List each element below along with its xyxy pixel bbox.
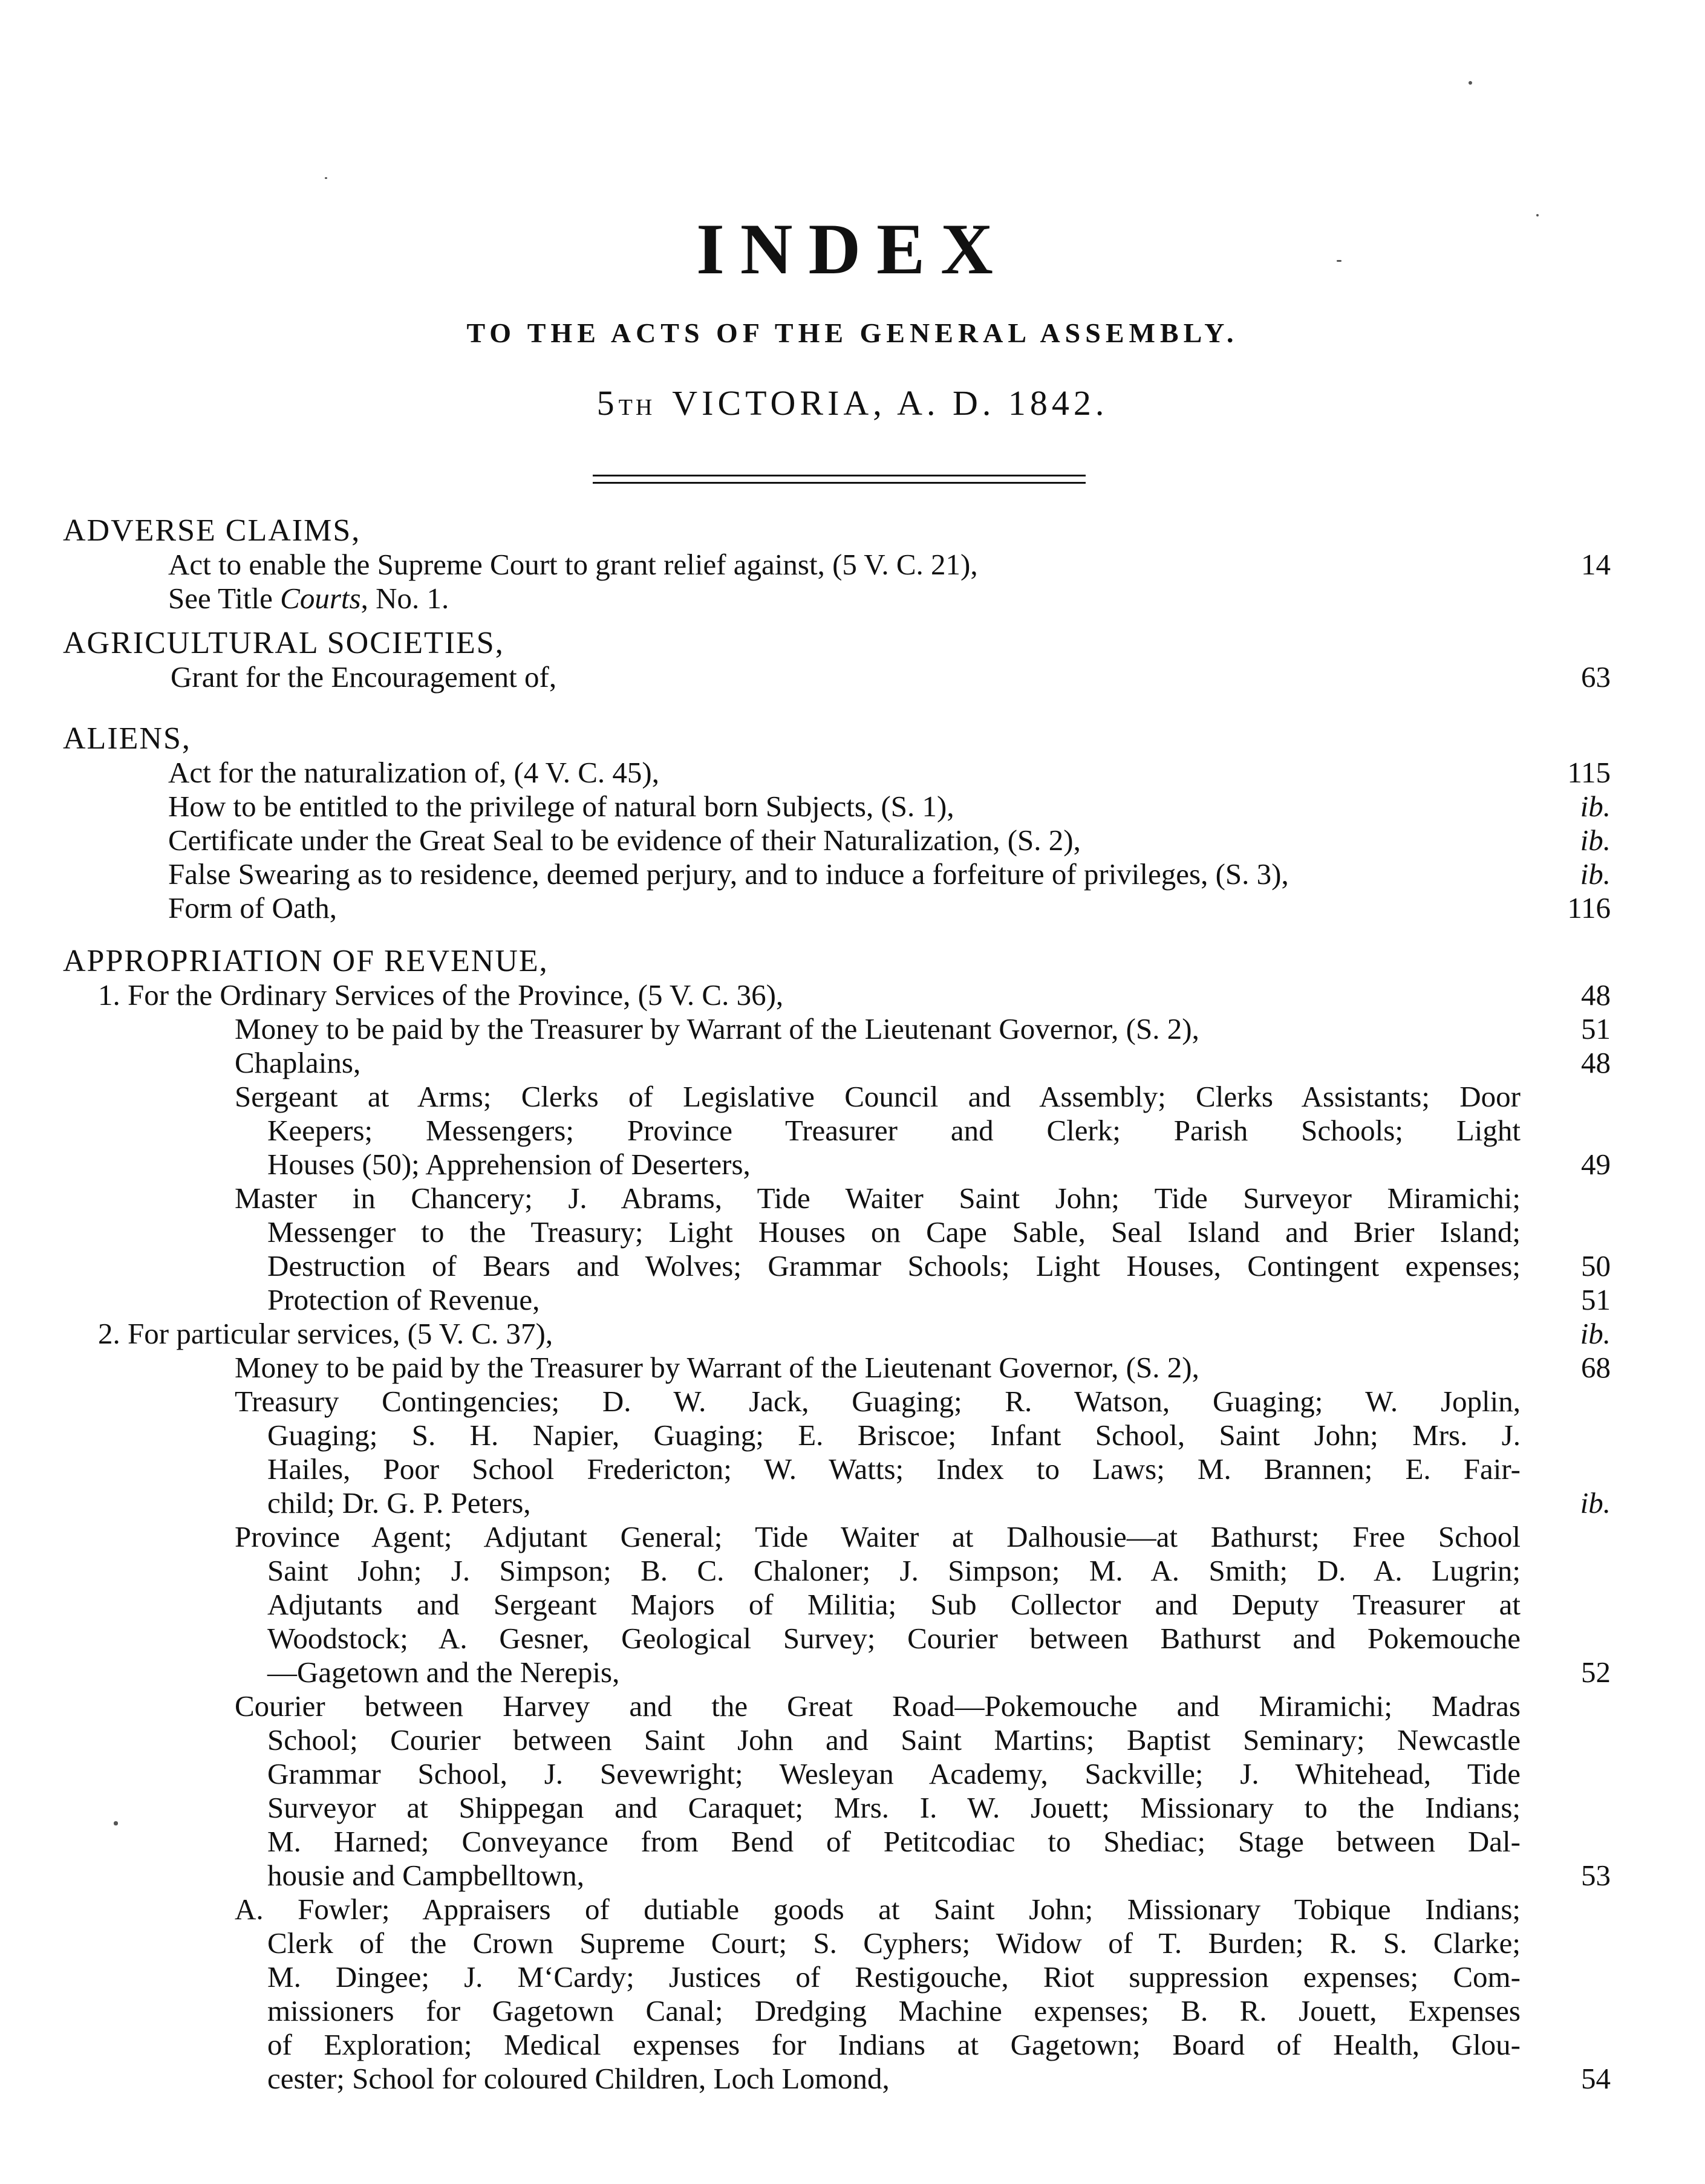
index-entry-text: Treasury Contingencies; D. W. Jack, Guaging; R. Watson, Guaging; W. Joplin, [235, 1385, 1521, 1418]
page-subtitle: TO THE ACTS OF THE GENERAL ASSEMBLY. [466, 317, 1239, 348]
scan-speck [1337, 260, 1342, 262]
index-entry-text: Clerk of the Crown Supreme Court; S. Cyphers; Widow of T. Burden; R. S. Clarke; [267, 1926, 1521, 1960]
index-entry-text: Money to be paid by the Treasurer by Warrant of the Lieutenant Governor, (S. 2), [235, 1012, 1199, 1045]
index-subsection: 2. For particular services, (5 V. C. 37), [98, 1317, 553, 1350]
index-heading: APPROPRIATION OF REVENUE, [63, 944, 549, 978]
page-reference: ib. [1580, 1486, 1611, 1519]
page-reference: 50 [1581, 1249, 1611, 1282]
page-reference: 14 [1581, 548, 1611, 581]
index-entry-text: Act to enable the Supreme Court to grant relief against, (5 V. C. 21), [168, 548, 978, 581]
scan-speck [325, 177, 327, 179]
page-reference: 115 [1567, 756, 1611, 789]
index-entry-text: M. Harned; Conveyance from Bend of Petitcodiac to Shediac; Stage between Dal- [267, 1825, 1521, 1858]
page-reference: 54 [1581, 2062, 1611, 2095]
index-entry-text: Adjutants and Sergeant Majors of Militia; Sub Collector and Deputy Treasurer at [267, 1588, 1521, 1621]
page-reference: 48 [1581, 978, 1611, 1012]
index-entry-text: —Gagetown and the Nerepis, [267, 1656, 620, 1689]
index-entry-text: Hailes, Poor School Fredericton; W. Watts; Index to Laws; M. Brannen; E. Fair- [267, 1452, 1521, 1486]
index-entry-text: Master in Chancery; J. Abrams, Tide Waiter Saint John; Tide Surveyor Miramichi; [235, 1181, 1521, 1215]
page-reference: ib. [1580, 857, 1611, 891]
index-entry-text: Grant for the Encouragement of, [171, 660, 557, 694]
reign-ordinal: TH [618, 395, 656, 420]
page-reference: 63 [1581, 660, 1611, 694]
page-title: INDEX [696, 209, 1009, 289]
reign-number: 5 [596, 383, 619, 423]
page-reference: 49 [1581, 1148, 1611, 1181]
scan-speck [1469, 81, 1472, 85]
page-reference: 51 [1581, 1012, 1611, 1045]
index-entry-text: See Title Courts, No. 1. [168, 582, 449, 615]
index-entry-text: Act for the naturalization of, (4 V. C. 45), [168, 756, 659, 789]
index-entry-text: Chaplains, [235, 1046, 361, 1079]
index-entry-text: How to be entitled to the privilege of natural born Subjects, (S. 1), [168, 790, 954, 823]
page-reference: ib. [1580, 790, 1611, 823]
index-entry-text: Houses (50); Apprehension of Deserters, [267, 1148, 751, 1181]
index-entry-text: cester; School for coloured Children, Loch Lomond, [267, 2062, 890, 2095]
index-entry-text: School; Courier between Saint John and Saint Martins; Baptist Seminary; Newcastle [267, 1723, 1521, 1757]
scan-speck [1536, 214, 1539, 216]
index-entry-text: Surveyor at Shippegan and Caraquet; Mrs. I. W. Jouett; Missionary to the Indians; [267, 1791, 1521, 1824]
index-entry-text: missioners for Gagetown Canal; Dredging Machine expenses; B. R. Jouett, Expenses [267, 1994, 1521, 2027]
page-reference: 52 [1581, 1656, 1611, 1689]
index-entry-text: Protection of Revenue, [267, 1283, 540, 1316]
page-reference: 51 [1581, 1283, 1611, 1316]
index-heading: AGRICULTURAL SOCIETIES, [63, 626, 504, 660]
index-subsection: 1. For the Ordinary Services of the Province, (5 V. C. 36), [98, 978, 784, 1012]
index-entry-text: Certificate under the Great Seal to be evidence of their Naturalization, (S. 2), [168, 824, 1081, 857]
page-reference: 53 [1581, 1859, 1611, 1892]
index-entry-text: Woodstock; A. Gesner, Geological Survey; Courier between Bathurst and Pokemouche [267, 1622, 1521, 1655]
index-entry-text: Saint John; J. Simpson; B. C. Chaloner; J. Simpson; M. A. Smith; D. A. Lugrin; [267, 1554, 1521, 1587]
page-reference: 116 [1567, 891, 1611, 925]
index-entry-text: child; Dr. G. P. Peters, [267, 1486, 531, 1519]
index-entry-text: Destruction of Bears and Wolves; Grammar Schools; Light Houses, Contingent expenses; [267, 1249, 1521, 1282]
index-entry-text: housie and Campbelltown, [267, 1859, 584, 1892]
reign-line [0, 383, 1705, 423]
page-reference: ib. [1580, 824, 1611, 857]
index-entry-text: Sergeant at Arms; Clerks of Legislative Council and Assembly; Clerks Assistants; Door [235, 1080, 1521, 1113]
index-entry-text: Keepers; Messengers; Province Treasurer and Clerk; Parish Schools; Light [267, 1114, 1521, 1147]
index-entry-text: A. Fowler; Appraisers of dutiable goods at Saint John; Missionary Tobique Indians; [235, 1893, 1521, 1926]
index-entry-text: of Exploration; Medical expenses for Indians at Gagetown; Board of Health, Glou- [267, 2028, 1521, 2061]
index-entry-text: Form of Oath, [168, 891, 337, 925]
index-entry-text: Province Agent; Adjutant General; Tide Waiter at Dalhousie—at Bathurst; Free School [235, 1520, 1521, 1553]
page-reference: 48 [1581, 1046, 1611, 1079]
scan-speck [114, 1821, 118, 1825]
index-entry-text: Grammar School, J. Sevewright; Wesleyan Academy, Sackville; J. Whitehead, Tide [267, 1757, 1521, 1790]
index-entry-text: Guaging; S. H. Napier, Guaging; E. Briscoe; Infant School, Saint John; Mrs. J. [267, 1419, 1521, 1452]
double-rule-divider [593, 475, 1086, 484]
reign-date: VICTORIA, A. D. 1842. [672, 383, 1109, 423]
index-entry-text: Messenger to the Treasury; Light Houses on Cape Sable, Seal Island and Brier Island; [267, 1215, 1521, 1249]
index-entry-text: Courier between Harvey and the Great Road—Pokemouche and Miramichi; Madras [235, 1689, 1521, 1723]
index-entry-text: False Swearing as to residence, deemed perjury, and to induce a forfeiture of privileges, (S. 3), [168, 857, 1289, 891]
cross-reference-title: Courts [280, 582, 361, 615]
index-entry-text: Money to be paid by the Treasurer by Warrant of the Lieutenant Governor, (S. 2), [235, 1351, 1199, 1384]
page-reference: 68 [1581, 1351, 1611, 1384]
index-entry-text: M. Dingee; J. M‘Cardy; Justices of Restigouche, Riot suppression expenses; Com- [267, 1960, 1521, 1994]
page-reference: ib. [1580, 1317, 1611, 1350]
index-heading: ALIENS, [63, 721, 191, 756]
index-heading: ADVERSE CLAIMS, [63, 513, 361, 548]
